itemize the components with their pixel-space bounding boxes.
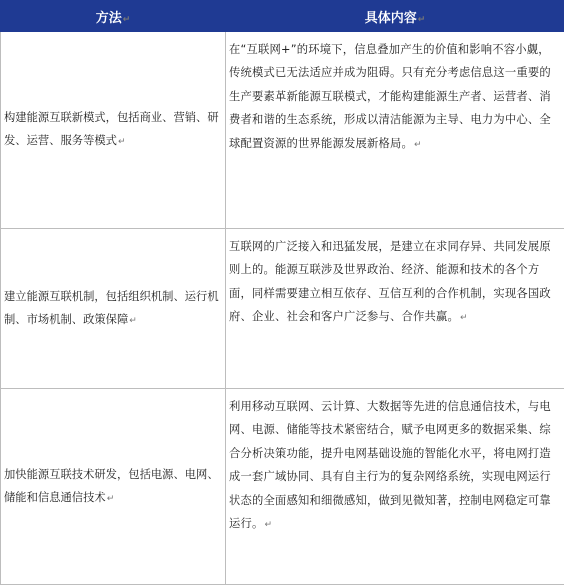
paragraph-mark-icon: ↵ — [107, 494, 115, 504]
paragraph-mark-icon: ↵ — [129, 316, 137, 326]
paragraph-mark-icon: ↵ — [118, 137, 126, 147]
header-method: 方法↵ — [1, 1, 226, 32]
method-cell: 构建能源互联新模式，包括商业、营销、研发、运营、服务等模式↵ — [1, 32, 226, 229]
content-cell: 在“互联网+”的环境下，信息叠加产生的价值和影响不容小觑，传统模式已无法适应并成为阻碍。只有充分考虑信息这一重要的生产要素革新能源互联模式，才能构建能源生产者、运营者、消费者和谐的生态系统，形成以清洁能源为主导、电力为中心、全球配置资源的世界能源发展新格局。↵ — [226, 32, 564, 229]
paragraph-mark-icon: ↵ — [414, 140, 422, 150]
paragraph-mark-icon: ↵ — [123, 15, 131, 25]
header-content: 具体内容↵ — [226, 1, 564, 32]
paragraph-mark-icon: ↵ — [265, 520, 273, 530]
content-cell: 利用移动互联网、云计算、大数据等先进的信息通信技术，与电网、电源、储能等技术紧密结合，赋予电网更多的数据采集、综合分析决策功能，提升电网基础设施的智能化水平，将电网打造成一套广域协同、具有自主行为的复杂网络系统，实现电网运行状态的全面感知和细微感知，做到见微知著，控制电网稳定可靠运行。↵ — [226, 389, 564, 585]
method-cell: 加快能源互联技术研发，包括电源、电网、储能和信息通信技术↵ — [1, 389, 226, 585]
table-row — [1, 229, 564, 389]
table-row — [1, 32, 564, 229]
paragraph-mark-icon: ↵ — [460, 313, 468, 323]
paragraph-mark-icon: ↵ — [418, 15, 426, 25]
table-header-row — [1, 1, 564, 32]
content-cell: 互联网的广泛接入和迅猛发展，是建立在求同存异、共同发展原则上的。能源互联涉及世界政治、经济、能源和技术的各个方面，同样需要建立相互依存、互信互利的合作机制，实现各国政府、企业、社会和客户广泛参与、合作共赢。↵ — [226, 229, 564, 389]
method-cell: 建立能源互联机制，包括组织机制、运行机制、市场机制、政策保障↵ — [1, 229, 226, 389]
table-row — [1, 389, 564, 585]
